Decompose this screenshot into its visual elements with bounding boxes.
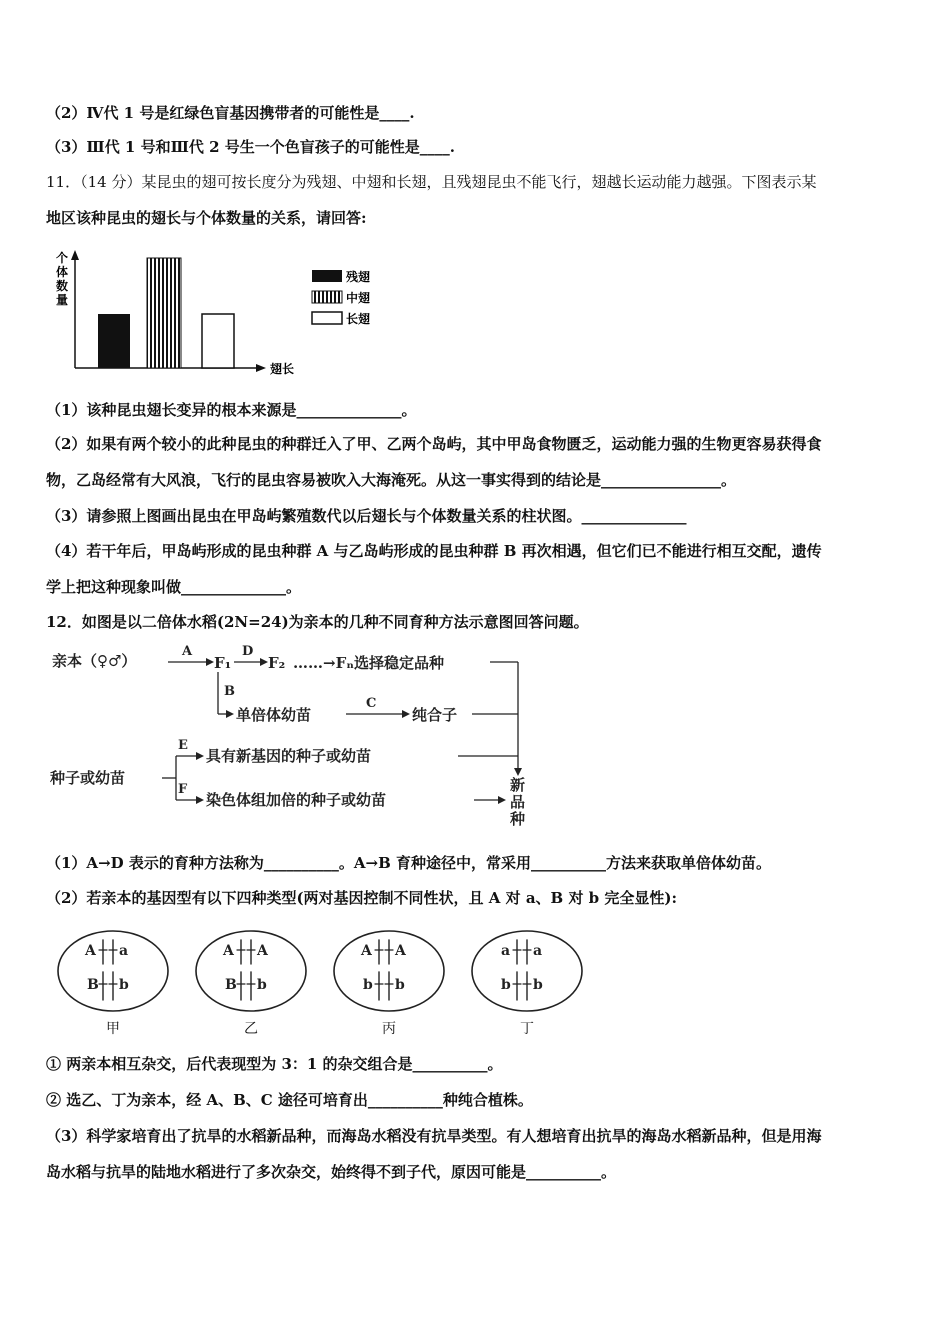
diagram-haploid: 单倍体幼苗 <box>236 706 312 724</box>
bar-mid-wing <box>147 258 181 368</box>
diagram-parent: 亲本（♀♂） <box>52 652 137 670</box>
cell-label-yi: 乙 <box>244 1021 258 1037</box>
diagram-pure: 纯合子 <box>412 706 458 724</box>
diagram-label-A: A <box>182 644 193 659</box>
x-axis-arrow <box>256 364 266 372</box>
diagram-label-B: B <box>224 684 235 699</box>
cell-ding-top-r: a <box>533 943 543 959</box>
legend-swatch-short <box>312 270 342 282</box>
diagram-newvar-3: 种 <box>510 810 526 828</box>
diagram-label-D: D <box>242 644 254 659</box>
q12-stem: 12．如图是以二倍体水稻(2N=24)为亲本的几种不同育种方法示意图回答问题。 <box>46 613 589 631</box>
cell-yi-bot-r: b <box>257 977 267 993</box>
cell-label-bing: 丙 <box>382 1021 396 1037</box>
q12-sub2-1: ① 两亲本相互杂交，后代表现型为 3：1 的杂交组合是__________。 <box>46 1055 503 1073</box>
diagram-Fn: ……→Fₙ选择稳定品种 <box>293 654 445 672</box>
q11-sub2-line2: 物，乙岛经常有大风浪，飞行的昆虫容易被吹入大海淹死。从这一事实得到的结论是________________。 <box>46 471 737 489</box>
q12-sub3-line2: 岛水稻与抗旱的陆地水稻进行了多次杂交，始终得不到子代，原因可能是__________。 <box>46 1163 617 1181</box>
cell-label-jia: 甲 <box>106 1021 120 1037</box>
q11-stem-line1: 11．（14 分）某昆虫的翅可按长度分为残翅、中翅和长翅，且残翅昆虫不能飞行，翅越长运动能力越强。下图表示某 <box>46 173 817 191</box>
diagram-newgene: 具有新基因的种子或幼苗 <box>206 747 372 765</box>
q12-sub1: （1）A→D 表示的育种方法称为__________。A→B 育种途径中，常采用__________方法来获取单倍体幼苗。 <box>46 854 771 872</box>
cell-bing-bot-l: b <box>363 977 373 993</box>
bar-long-wing <box>202 314 234 368</box>
y-axis-label-3: 数 <box>55 279 69 293</box>
cell-ding-bot-r: b <box>533 977 543 993</box>
legend-swatch-long <box>312 312 342 324</box>
y-axis-arrow <box>71 250 79 260</box>
cell-bing-top-r: A <box>395 943 406 959</box>
diagram-F2: F₂ <box>268 654 286 672</box>
cell-jia-top-r: a <box>119 943 129 959</box>
cell-ding-top-l: a <box>501 943 511 959</box>
diagram-label-E: E <box>178 738 188 753</box>
wing-length-bar-chart <box>50 248 390 380</box>
cell-label-ding: 丁 <box>520 1021 534 1037</box>
q11-sub4-line1: （4）若干年后，甲岛屿形成的昆虫种群 A 与乙岛屿形成的昆虫种群 B 再次相遇，但它们已不能进行相互交配，遗传 <box>46 542 822 560</box>
cell-yi-bot-l: B <box>225 977 237 993</box>
diagram-label-F: F <box>178 782 188 797</box>
diagram-newvar-2: 品 <box>510 793 526 811</box>
diagram-doubled: 染色体组加倍的种子或幼苗 <box>206 791 387 809</box>
legend-short: 残翅 <box>346 270 371 284</box>
legend-swatch-mid <box>312 291 342 303</box>
q10-sub3: （3）Ⅲ代 1 号和Ⅲ代 2 号生一个色盲孩子的可能性是____. <box>46 138 455 156</box>
diagram-newvar-1: 新 <box>510 776 526 794</box>
cell-ding-bot-l: b <box>501 977 511 993</box>
diagram-F1: F₁ <box>214 654 232 672</box>
q11-sub1: （1）该种昆虫翅长变异的根本来源是______________。 <box>46 401 417 419</box>
q11-sub2-line1: （2）如果有两个较小的此种昆虫的种群迁入了甲、乙两个岛屿，其中甲岛食物匮乏，运动能力强的生物更容易获得食 <box>46 435 822 453</box>
y-axis-label-2: 体 <box>55 265 69 279</box>
legend-long: 长翅 <box>346 312 371 326</box>
q11-sub4-line2: 学上把这种现象叫做______________。 <box>46 578 302 596</box>
cell-bing-bot-r: b <box>395 977 405 993</box>
cell-yi-top-l: A <box>223 943 234 959</box>
q11-sub3: （3）请参照上图画出昆虫在甲岛屿繁殖数代以后翅长与个体数量关系的柱状图。______________ <box>46 507 687 525</box>
diagram-seed: 种子或幼苗 <box>50 769 126 787</box>
breeding-methods-diagram <box>48 640 548 828</box>
cell-bing-top-l: A <box>361 943 372 959</box>
cell-jia-bot-l: B <box>87 977 99 993</box>
q12-sub2: （2）若亲本的基因型有以下四种类型(两对基因控制不同性状，且 A 对 a、B 对 b 完全显性): <box>46 889 678 907</box>
y-axis-label-4: 量 <box>55 293 69 307</box>
genotype-cells <box>55 928 595 1014</box>
q12-sub3-line1: （3）科学家培育出了抗旱的水稻新品种，而海岛水稻没有抗旱类型。有人想培育出抗旱的海岛水稻新品种，但是用海 <box>46 1127 822 1145</box>
y-axis-label-1: 个 <box>55 251 69 265</box>
diagram-label-C: C <box>366 696 377 711</box>
x-axis-label: 翅长 <box>270 362 295 376</box>
legend-mid: 中翅 <box>346 291 371 305</box>
q12-sub2-2: ② 选乙、丁为亲本，经 A、B、C 途径可培育出__________种纯合植株。 <box>46 1091 533 1109</box>
bar-short-wing <box>98 314 130 368</box>
cell-jia-bot-r: b <box>119 977 129 993</box>
cell-yi-top-r: A <box>257 943 268 959</box>
q10-sub2: （2）Ⅳ代 1 号是红绿色盲基因携带者的可能性是____. <box>46 104 415 122</box>
cell-jia-top-l: A <box>85 943 96 959</box>
q11-stem-line2: 地区该种昆虫的翅长与个体数量的关系，请回答: <box>46 209 367 227</box>
